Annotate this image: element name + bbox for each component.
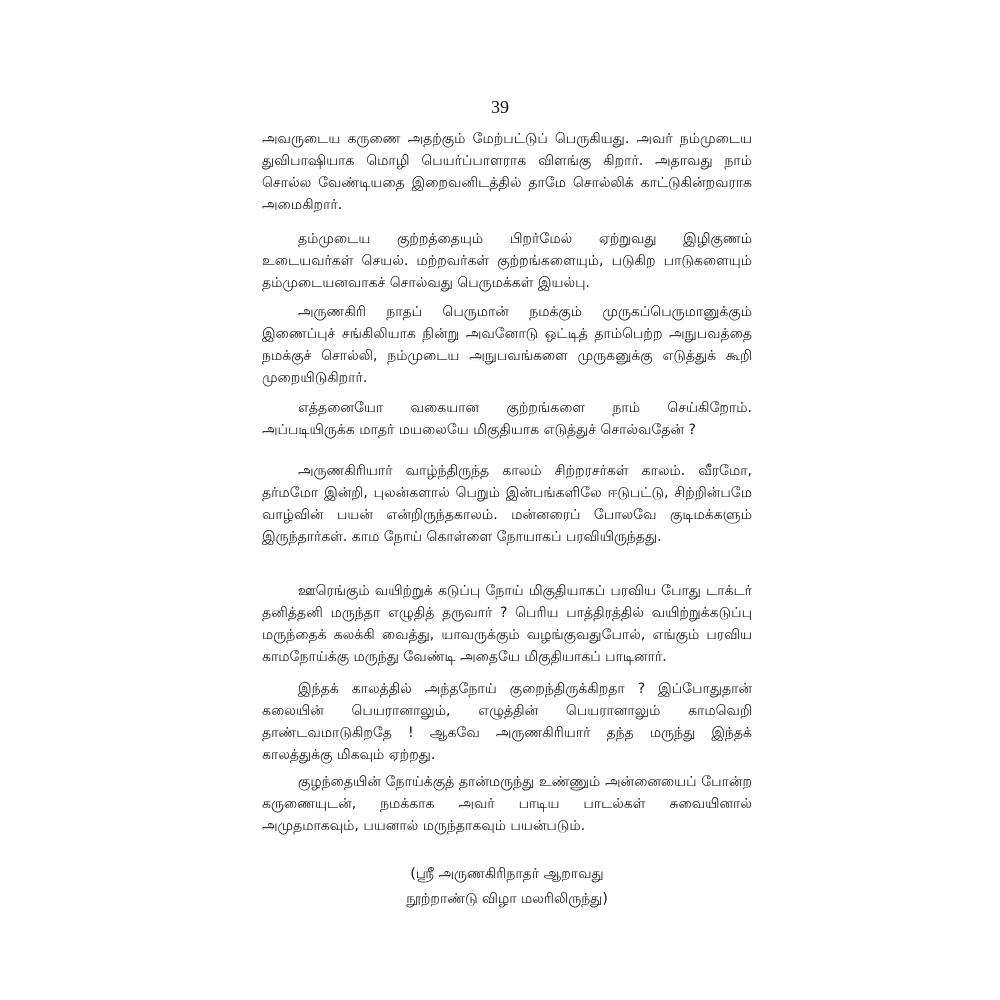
page-number: 39	[491, 97, 509, 117]
paragraph-5	[262, 460, 752, 548]
paragraph-7	[262, 678, 752, 766]
paragraph-8	[262, 771, 752, 837]
paragraph-3	[262, 301, 752, 389]
citation-line-1: (ஸ்ரீ அருணகிரிநாதர் ஆறாவது	[410, 866, 604, 882]
citation-line-2: நூற்றாண்டு விழா மலரிலிருந்து)	[406, 891, 608, 907]
paragraph-2	[262, 228, 752, 294]
paragraph-text: அருணகிரி நாதப் பெருமான் நமக்கும் முருகப்பெருமானுக்கும் இணைப்புச் சங்கிலியாக நின்று அவனோடு ஒட்டித் தாம்பெற்ற அநுபவத்தை நமக்குச் சொல்லி, நம்முடைய அநுபவங்களை முருகனுக்கு எடுத்துக் கூறி முறையிடுகிறார்.	[262, 304, 752, 386]
paragraph-1	[262, 128, 752, 216]
paragraph-text: அருணகிரியார் வாழ்ந்திருந்த காலம் சிற்றரசர்கள் காலம். வீரமோ, தர்மமோ இன்றி, புலன்களால் பெறும் இன்பங்களிலே ஈடுபட்டு, சிற்றின்பமே வாழ்வின் பயன் என்றிருந்தகாலம். மன்னரைப் போலவே குடிமக்களும் இருந்தார்கள். காம நோய் கொள்ளை நோயாகப் பரவியிருந்தது.	[262, 463, 752, 545]
paragraph-6	[262, 580, 752, 668]
paragraph-text: அவருடைய கருணை அதற்கும் மேற்பட்டுப் பெருகியது. அவர் நம்முடைய துவிபாஷியாக மொழி பெயர்ப்பாளராக விளங்கு கிறார். அதாவது நாம் சொல்ல வேண்டியதை இறைவனிடத்தில் தாமே சொல்லிக் காட்டுகின்றவராக அமைகிறார்.	[262, 131, 752, 213]
paragraph-4	[262, 397, 752, 441]
paragraph-text: குழந்தையின் நோய்க்குத் தான்மருந்து உண்ணும் அன்னையைப் போன்ற கருணையுடன், நமக்காக அவர் பாடிய பாடல்கள் சுவையினால் அமுதமாகவும், பயனால் மருந்தாகவும் பயன்படும்.	[262, 774, 752, 834]
paragraph-text: இந்தக் காலத்தில் அந்தநோய் குறைந்திருக்கிறதா ? இப்போதுதான் கலையின் பெயரானாலும், எழுத்தின் பெயரானாலும் காமவெறி தாண்டவமாடுகிறதே ! ஆகவே அருணகிரியார் தந்த மருந்து இந்தக் காலத்துக்கு மிகவும் ஏற்றது.	[262, 681, 752, 763]
paragraph-text: தம்முடைய குற்றத்தையும் பிறர்மேல் ஏற்றுவது இழிகுணம் உடையவர்கள் செயல். மற்றவர்கள் குற்றங்களையும், படுகிற பாடுகளையும் தம்முடையனவாகச் சொல்வது பெருமக்கள் இயல்பு.	[262, 231, 752, 291]
source-citation	[262, 862, 752, 912]
paragraph-text: எத்தனையோ வகையான குற்றங்களை நாம் செய்கிறோம். அப்படியிருக்க மாதர் மயலையே மிகுதியாக எடுத்துச் சொல்வதேன் ?	[262, 400, 752, 438]
paragraph-text: ஊரெங்கும் வயிற்றுக் கடுப்பு நோய் மிகுதியாகப் பரவிய போது டாக்டர் தனித்தனி மருந்தா எழுதித் தருவார் ? பெரிய பாத்திரத்தில் வயிற்றுக்கடுப்பு மருந்தைக் கலக்கி வைத்து, யாவருக்கும் வழங்குவதுபோல், எங்கும் பரவிய காமநோய்க்கு மருந்து வேண்டி அதையே மிகுதியாகப் பாடினார்.	[262, 583, 752, 665]
